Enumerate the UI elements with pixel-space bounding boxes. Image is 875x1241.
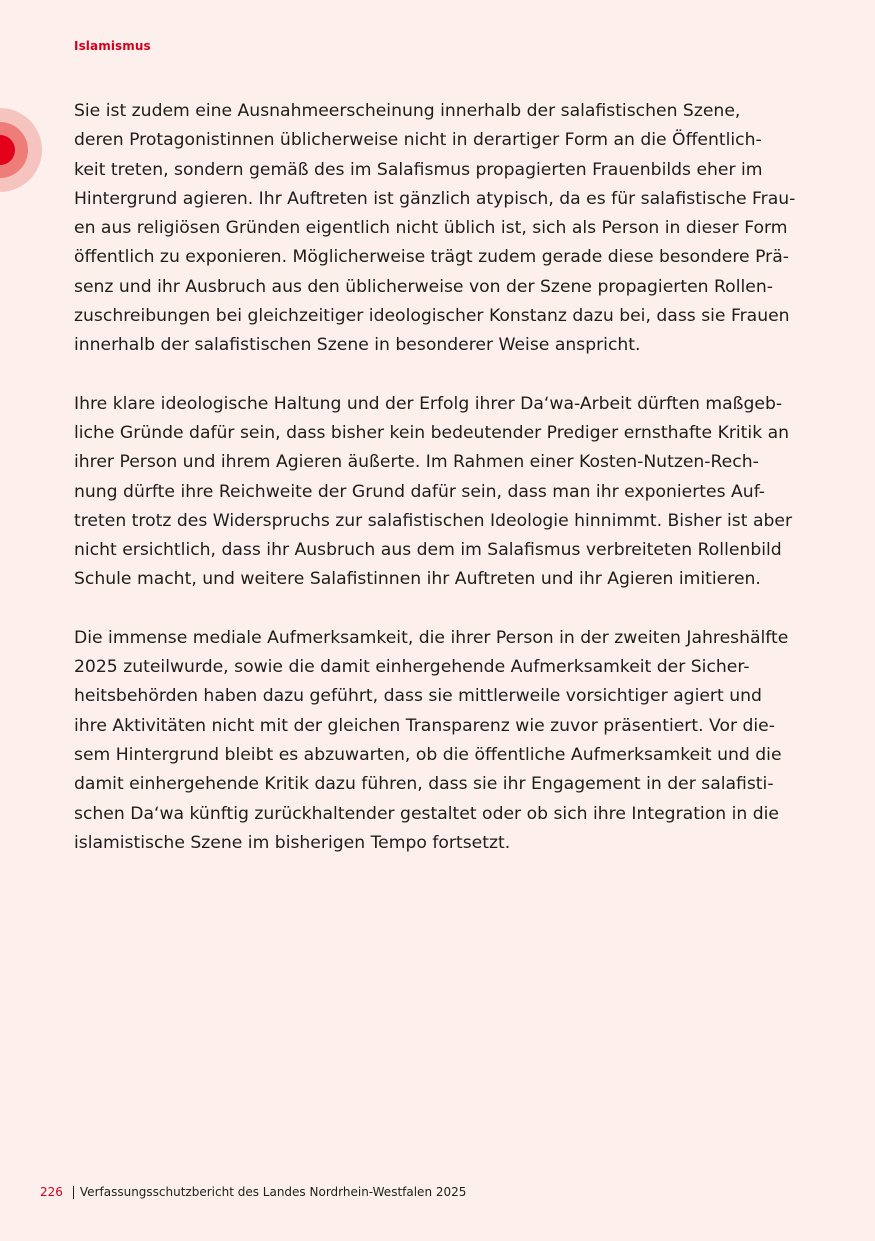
text-line: öffentlich zu exponieren. Möglicherweise trägt zudem gerade diese besondere Prä-: [74, 247, 789, 268]
text-line: en aus religiösen Gründen eigentlich nicht üblich ist, sich als Person in dieser Form: [74, 218, 788, 239]
text-line: ihre Aktivitäten nicht mit der gleichen Transparenz wie zuvor präsentiert. Vor die-: [74, 715, 775, 736]
text-line: innerhalb der salafistischen Szene in besonderer Weise anspricht.: [74, 335, 641, 356]
text-line: damit einhergehende Kritik dazu führen, dass sie ihr Engagement in der salafisti-: [74, 774, 774, 795]
text-line: liche Gründe dafür sein, dass bisher kein bedeutender Prediger ernsthafte Kritik an: [74, 422, 790, 443]
text-line: islamistische Szene im bisherigen Tempo fortsetzt.: [74, 832, 511, 853]
text-line: keit treten, sondern gemäß des im Salafismus propagierten Frauenbilds eher im: [74, 159, 763, 180]
target-rings-icon: [0, 108, 42, 192]
text-line: senz und ihr Ausbruch aus den üblicherweise von der Szene propagierten Rollen-: [74, 276, 773, 297]
text-line: nicht ersichtlich, dass ihr Ausbruch aus dem im Salafismus verbreiteten Rollenbild: [74, 540, 782, 561]
text-line: Ihre klare ideologische Haltung und der Erfolg ihrer Da‘wa-Arbeit dürften maßgeb-: [74, 393, 783, 414]
text-line: Die immense mediale Aufmerksamkeit, die ihrer Person in der zweiten Jahreshälfte: [74, 627, 789, 648]
text-line: nung dürfte ihre Reichweite der Grund dafür sein, dass man ihr exponiertes Auf-: [74, 481, 766, 502]
publication-title: Verfassungsschutzbericht des Landes Nordrhein-Westfalen 2025: [79, 1185, 467, 1199]
page-number: 226: [40, 1185, 63, 1199]
text-line: treten trotz des Widerspruchs zur salafistischen Ideologie hinnimmt. Bisher ist aber: [74, 510, 793, 531]
paragraph: [74, 624, 802, 858]
footer-divider: [73, 1186, 74, 1199]
text-line: deren Protagonistinnen üblicherweise nicht in derartiger Form an die Öffentlich-: [74, 130, 762, 151]
text-line: schen Da‘wa künftig zurückhaltender gestaltet oder ob sich ihre Integration in die: [74, 803, 779, 824]
text-line: ihrer Person und ihrem Agieren äußerte. Im Rahmen einer Kosten-Nutzen-Rech-: [74, 452, 759, 473]
page-footer: [40, 1185, 466, 1199]
text-line: 2025 zuteilwurde, sowie die damit einhergehende Aufmerksamkeit der Sicher-: [74, 657, 750, 678]
text-line: Sie ist zudem eine Ausnahmeerscheinung innerhalb der salafistischen Szene,: [74, 101, 741, 121]
section-label: Islamismus: [74, 39, 151, 53]
paragraph: [74, 390, 802, 595]
text-line: heitsbehörden haben dazu geführt, dass sie mittlerweile vorsichtiger agiert und: [74, 686, 762, 707]
body-text: [74, 97, 802, 887]
text-line: zuschreibungen bei gleichzeitiger ideologischer Konstanz dazu bei, dass sie Frauen: [74, 306, 790, 327]
text-line: Hintergrund agieren. Ihr Auftreten ist gänzlich atypisch, da es für salafistische Frau-: [74, 188, 796, 209]
text-line: Schule macht, und weitere Salafistinnen ihr Auftreten und ihr Agieren imitieren.: [74, 569, 761, 590]
paragraph: [74, 97, 802, 361]
text-line: sem Hintergrund bleibt es abzuwarten, ob die öffentliche Aufmerksamkeit und die: [74, 744, 782, 765]
